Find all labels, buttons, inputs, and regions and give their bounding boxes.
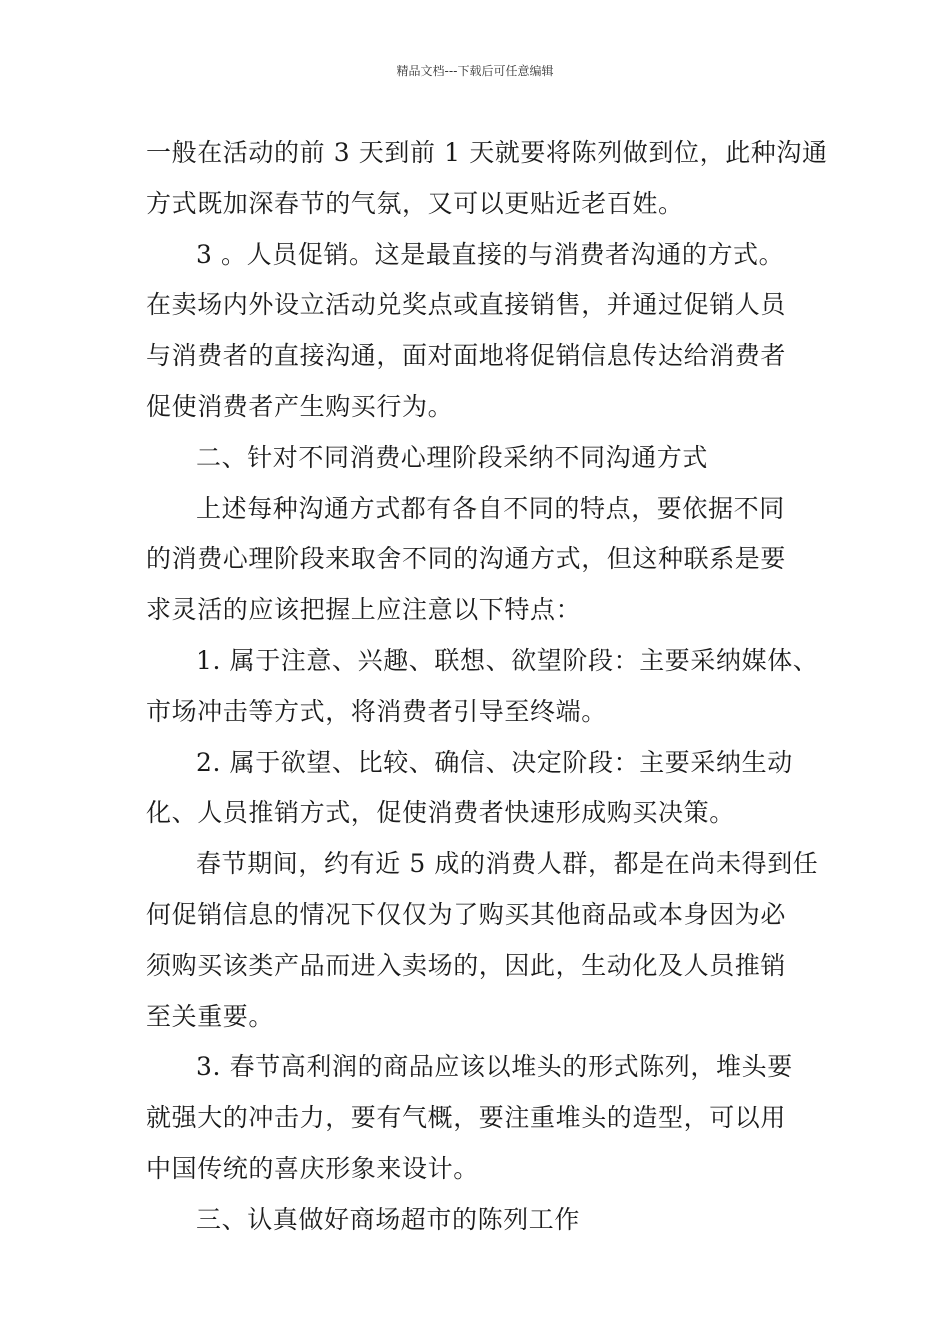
text-line: 的消费心理阶段来取舍不同的沟通方式，但这种联系是要	[146, 544, 787, 574]
text-line: 春节期间，约有近 5 成的消费人群，都是在尚未得到任	[196, 849, 819, 879]
text-line: 2. 属于欲望、比较、确信、决定阶段：主要采纳生动	[196, 747, 793, 777]
document-body	[146, 128, 826, 1246]
text-line: 上述每种沟通方式都有各自不同的特点，要依据不同	[196, 493, 785, 523]
text-line: 与消费者的直接沟通，面对面地将促销信息传达给消费者	[146, 341, 787, 371]
text-line: 促使消费者产生购买行为。	[146, 391, 454, 421]
section-heading: 二、针对不同消费心理阶段采纳不同沟通方式	[196, 442, 709, 472]
text-line: 求灵活的应该把握上应注意以下特点：	[146, 595, 582, 625]
text-line: 就强大的冲击力，要有气概，要注重堆头的造型，可以用	[146, 1103, 787, 1133]
text-line: 在卖场内外设立活动兑奖点或直接销售，并通过促销人员	[146, 290, 787, 320]
text-line: 3 。人员促销。这是最直接的与消费者沟通的方式。	[196, 239, 785, 269]
section-heading: 三、认真做好商场超市的陈列工作	[196, 1204, 581, 1234]
text-line: 1. 属于注意、兴趣、联想、欲望阶段：主要采纳媒体、	[196, 645, 819, 675]
text-line: 市场冲击等方式，将消费者引导至终端。	[146, 696, 607, 726]
text-line: 化、人员推销方式，促使消费者快速形成购买决策。	[146, 798, 735, 828]
text-line: 3. 春节高利润的商品应该以堆头的形式陈列，堆头要	[196, 1052, 793, 1082]
text-line: 至关重要。	[146, 1001, 275, 1031]
page-header: 精品文档---下载后可任意编辑	[396, 64, 554, 78]
text-line: 须购买该类产品而进入卖场的，因此，生动化及人员推销	[146, 950, 787, 980]
text-line: 何促销信息的情况下仅仅为了购买其他商品或本身因为必	[146, 899, 787, 929]
text-line: 一般在活动的前 3 天到前 1 天就要将陈列做到位，此种沟通	[146, 138, 828, 167]
text-line: 中国传统的喜庆形象来设计。	[146, 1153, 479, 1183]
text-line: 方式既加深春节的气氛，又可以更贴近老百姓。	[146, 188, 684, 218]
